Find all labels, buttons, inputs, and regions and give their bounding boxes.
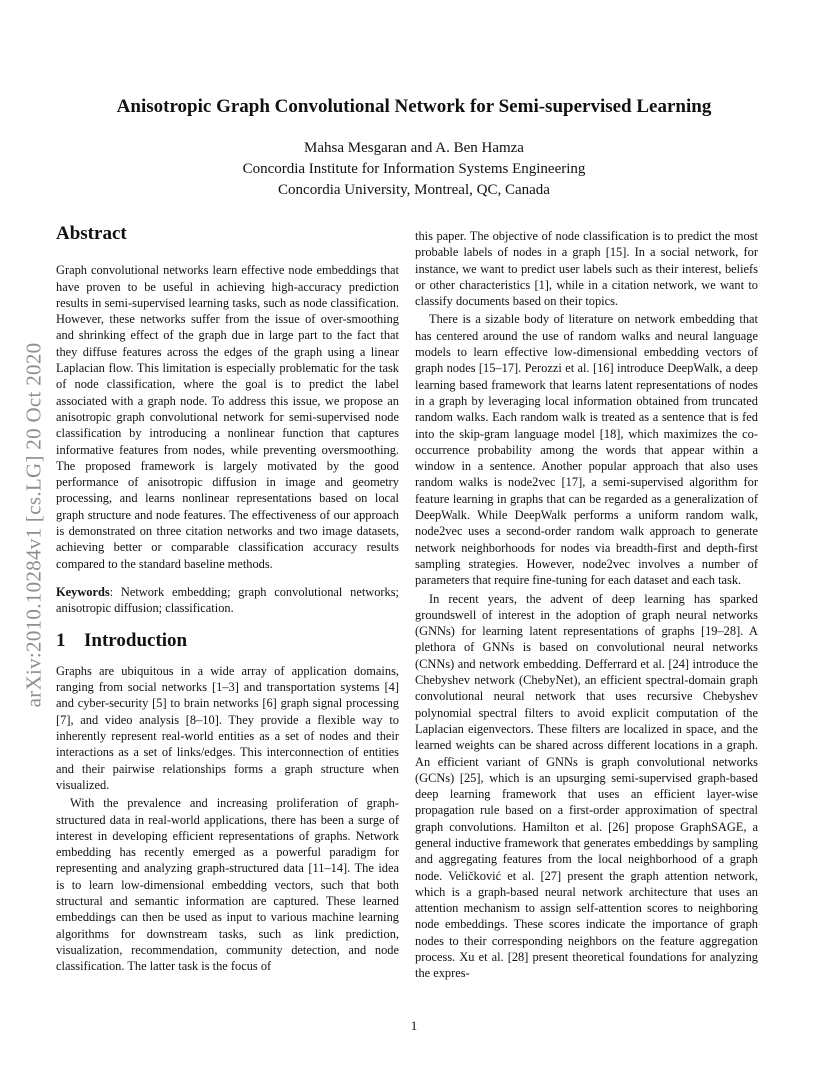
paper-title: Anisotropic Graph Convolutional Network for Semi-supervised Learning [116,96,712,117]
keywords-paragraph [56,584,399,617]
intro-paragraph-4: There is a sizable body of literature on network embedding that has centered around the use of random walks and neural language models to learn effective low-dimensional embedding vectors of graph nodes [15–17]. Perozzi et al. [16] introduce DeepWalk, a deep learning based framework that learns latent representations of nodes in a graph by leveraging local information obtained from truncated random walks. Each random walk is treated as a sentence that is fed into the skip-gram language model [18], which maximizes the co-occurrence probability among the words that appear within a window in a sentence. Another popular approach that also uses random walks is node2vec [17], a semi-supervised algorithm for feature learning in graphs that can be regarded as a generalization of DeepWalk. While DeepWalk performs a uniform random walk, node2vec uses a second-order random walk approach to generate network neighborhoods for nodes via breadth-first and depth-first sampling strategies. However, node2vec involves a number of parameters that require fine-tuning for each dataset and each task. [415,312,758,588]
section-number: 1 [56,629,66,651]
keywords-label: Keywords [56,584,110,599]
keywords-text: : Network embedding; graph convolutional networks; anisotropic diffusion; classification. [56,584,399,616]
affiliation-institute: Concordia Institute for Information Systems Engineering [242,161,586,177]
author-names: Mahsa Mesgaran and A. Ben Hamza [304,140,524,156]
left-column [56,223,399,976]
intro-paragraph-5: In recent years, the advent of deep learning has sparked groundswell of interest in the adoption of graph neural networks (GNNs) for learning latent representations of graphs [19–28]. A plethora of GNNs is based on convolutional neural networks (CNNs) and network embedding. Defferrard et al. [24] introduce the Chebyshev network (ChebyNet), an efficient spectral-domain graph convolutional neural network that uses recursive Chebyshev polynomial spectral filters to avoid explicit computation of the Laplacian eigenvectors. These filters are localized in space, and the learned weights can be shared across different locations in a graph. An efficient variant of GNNs is graph convolutional networks (GCNs) [25], which is an upsurging semi-supervised graph-based deep learning framework that uses an efficient layer-wise propagation rule based on a first-order approximation of spectral graph convolutions. Hamilton et al. [26] propose GraphSAGE, a general inductive framework that generates embeddings by sampling and aggregating features from the local neighborhood of a graph node. Veličković et al. [27] present the graph attention network, which is a graph-based neural network architecture that uses an attention mechanism to assign self-attention scores to neighboring node embeddings. These scores indicate the importance of graph nodes to their corresponding neighbors on the feature aggregation process. Xu et al. [28] present theoretical foundations for analyzing the expres- [415,591,758,981]
affiliation-university: Concordia University, Montreal, QC, Canada [278,182,550,198]
abstract-text: Graph convolutional networks learn effective node embeddings that have proven to be useful in achieving high-accuracy prediction results in semi-supervised learning tasks, such as node classification. However, these networks suffer from the issue of over-smoothing and shrinking effect of the graph due in large part to the fact that they diffuse features across the edges of the graph using a linear Laplacian flow. This limitation is especially problematic for the task of node classification, where the goal is to predict the label associated with a graph node. To address this issue, we propose an anisotropic graph convolutional network for semi-supervised node classification by introducing a nonlinear function that captures informative features from nodes, while preventing oversmoothing. The proposed framework is largely motivated by the good performance of anisotropic diffusion in image and geometry processing, and learns nonlinear representations based on local graph structure and node features. The effectiveness of our approach is demonstrated on three citation networks and two image datasets, achieving better or comparable classification accuracy results compared to the standard baseline methods. [56,263,399,571]
arxiv-identifier-stamp: arXiv:2010.10284v1 [cs.LG] 20 Oct 2020 [21,342,46,708]
intro-paragraph-1: Graphs are ubiquitous in a wide array of application domains, ranging from social networks [1–3] and transportation systems [4] and cyber-security [5] to brain networks [6] graph signal processing [7], and video analysis [8–10]. They provide a flexible way to inherently represent real-world entities as a set of nodes and their interactions as a set of links/edges. This interconnection of entities and their pairwise relationships forms a graph structure when visualized. [56,663,399,792]
abstract-heading: Abstract [56,223,127,244]
arxiv-sidebar [19,285,49,765]
intro-paragraph-3: this paper. The objective of node classification is to predict the most probable labels of nodes in a graph [15]. In a social network, for instance, we want to predict user labels such as their interest, beliefs or other characteristics [1], while in a citation network, we want to classify documents based on their topics. [415,229,758,309]
introduction-heading [56,629,399,651]
author-block [0,138,828,201]
page-number: 1 [410,1018,418,1033]
section-title: Introduction [84,629,188,651]
intro-paragraph-2: With the prevalence and increasing proliferation of graph-structured data in real-world applications, there has been a surge of interest in developing efficient representations of graphs. Network embedding has recently emerged as a powerful paradigm for representing and analyzing graph-structured data [11–14]. The idea is to learn low-dimensional embedding vectors, such that both structural and semantic information are captured. These learned embeddings can then be used as input to various machine learning algorithms for downstream tasks, such as link prediction, visualization, recommendation, community detection, and node classification. The latter task is the focus of [56,796,399,974]
right-column [415,228,758,984]
